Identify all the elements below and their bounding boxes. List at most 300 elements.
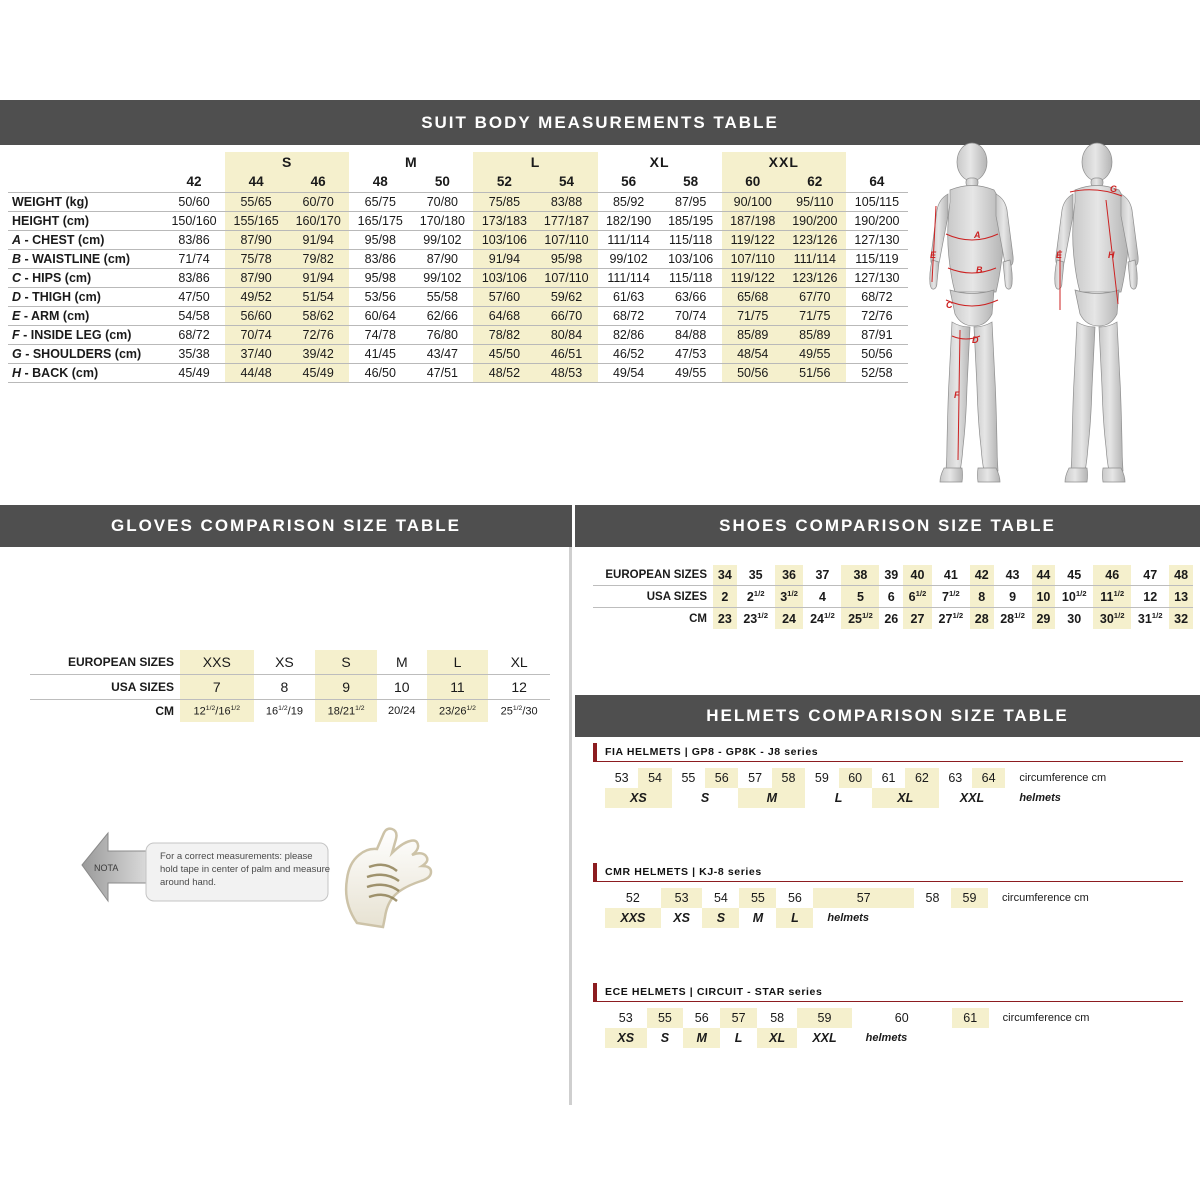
helmet-size-cell: XS	[605, 788, 672, 808]
table-row	[605, 768, 1165, 788]
suit-cell: 155/165	[225, 212, 287, 231]
suit-cell: 80/84	[535, 326, 597, 345]
shoes-section-title: SHOES COMPARISON SIZE TABLE	[575, 505, 1200, 547]
suit-row-label: C - HIPS (cm)	[8, 269, 163, 288]
shoes-cell: $23^{1/2}$	[743, 611, 769, 627]
gloves-row-label: EUROPEAN SIZES	[30, 650, 180, 675]
suit-cell: 99/102	[598, 250, 660, 269]
suit-cell: 95/98	[535, 250, 597, 269]
suit-cell: 50/56	[722, 364, 784, 383]
table-row	[8, 345, 908, 364]
gloves-cell: $16^{1/2}/19$	[265, 704, 303, 718]
suit-size-header: 64	[846, 172, 908, 193]
suit-cell: 150/160	[163, 212, 225, 231]
suit-cell: 84/88	[660, 326, 722, 345]
suit-cell: 187/198	[722, 212, 784, 231]
shoes-cell: 8	[970, 586, 994, 608]
suit-cell: 71/75	[784, 307, 846, 326]
suit-size-header: 42	[163, 172, 225, 193]
helmet-circumference-note: circumference cm	[1001, 892, 1089, 904]
suit-cell: 91/94	[287, 231, 349, 250]
shoes-cell: $2^{1/2}$	[737, 586, 775, 608]
table-row	[593, 565, 1193, 586]
suit-cell: 48/53	[535, 364, 597, 383]
suit-size-header: 56	[598, 172, 660, 193]
suit-row-label: D - THIGH (cm)	[8, 288, 163, 307]
helmet-circumference-cell: 59	[951, 888, 988, 908]
suit-cell: 68/72	[846, 288, 908, 307]
table-row	[593, 608, 1193, 630]
shoes-cell: 12	[1131, 586, 1169, 608]
shoes-cell: 5	[841, 586, 879, 608]
shoes-cell: 28	[970, 608, 994, 630]
suit-cell: 83/88	[535, 193, 597, 212]
suit-cell: 63/66	[660, 288, 722, 307]
shoes-cell: 45	[1055, 565, 1093, 586]
helmet-size-cell: XS	[605, 1028, 647, 1048]
shoes-cell: 46	[1093, 565, 1131, 586]
suit-cell: 37/40	[225, 345, 287, 364]
suit-cell: 91/94	[287, 269, 349, 288]
svg-text:G: G	[1110, 184, 1118, 194]
suit-cell: 107/110	[535, 269, 597, 288]
suit-cell: 90/100	[722, 193, 784, 212]
table-row	[8, 326, 908, 345]
suit-cell: 49/55	[660, 364, 722, 383]
suit-size-header: 52	[473, 172, 535, 193]
suit-cell: 50/60	[163, 193, 225, 212]
shoes-cell: 30	[1067, 611, 1082, 626]
helmet-circumference-cell: 63	[948, 771, 963, 785]
suit-cell: 78/82	[473, 326, 535, 345]
suit-cell: 85/92	[598, 193, 660, 212]
suit-cell: 48/54	[722, 345, 784, 364]
suit-cell: 165/175	[349, 212, 411, 231]
shoes-row-label: USA SIZES	[593, 586, 713, 608]
helmet-size-cell: XL	[757, 1028, 797, 1048]
suit-cell: 66/70	[535, 307, 597, 326]
suit-cell: 119/122	[722, 231, 784, 250]
suit-cell: 99/102	[411, 231, 473, 250]
helmet-circumference-cell: 52	[625, 891, 640, 905]
gloves-cell: L	[427, 650, 489, 675]
shoes-cell: 41	[932, 565, 970, 586]
suit-cell: 72/76	[287, 326, 349, 345]
table-row	[8, 212, 908, 231]
suit-group-header: XXL	[722, 152, 846, 172]
suit-section-title: SUIT BODY MEASUREMENTS TABLE	[0, 100, 1200, 145]
helmet-circumference-cell: 59	[814, 771, 829, 785]
gloves-cell: XS	[254, 650, 316, 675]
suit-cell: 68/72	[598, 307, 660, 326]
helmet-circumference-cell: 57	[720, 1008, 757, 1028]
suit-cell: 46/52	[598, 345, 660, 364]
svg-text:H: H	[1108, 250, 1115, 260]
suit-group-header: S	[225, 152, 349, 172]
suit-row-label: E - ARM (cm)	[8, 307, 163, 326]
svg-text:A: A	[974, 230, 981, 240]
suit-size-header: 48	[349, 172, 411, 193]
shoes-cell: $27^{1/2}$	[938, 611, 964, 627]
suit-cell: 46/51	[535, 345, 597, 364]
helmet-block	[593, 743, 1183, 808]
suit-size-header: 46	[287, 172, 349, 193]
table-row	[8, 193, 908, 212]
gloves-cell: XL	[488, 650, 550, 675]
gloves-section	[0, 505, 572, 1105]
shoes-cell: $7^{1/2}$	[932, 586, 970, 608]
gloves-cell: S	[315, 650, 377, 675]
gloves-row-label: USA SIZES	[30, 675, 180, 700]
helmet-circumference-cell: 54	[638, 768, 671, 788]
suit-cell: 111/114	[784, 250, 846, 269]
suit-cell: 45/49	[163, 364, 225, 383]
suit-cell: 61/63	[598, 288, 660, 307]
suit-cell: 83/86	[163, 269, 225, 288]
suit-cell: 70/80	[411, 193, 473, 212]
shoes-cell: $25^{1/2}$	[841, 608, 879, 630]
table-row	[8, 269, 908, 288]
helmet-circumference-cell: 56	[705, 768, 738, 788]
svg-text:E: E	[1056, 250, 1063, 260]
helmet-size-table	[605, 768, 1165, 808]
suit-row-label: WEIGHT (kg)	[8, 193, 163, 212]
suit-cell: 71/74	[163, 250, 225, 269]
suit-cell: 160/170	[287, 212, 349, 231]
shoes-cell: 9	[994, 586, 1032, 608]
shoes-cell: $11^{1/2}$	[1093, 586, 1131, 608]
suit-cell: 35/38	[163, 345, 225, 364]
gloves-cell: XXS	[180, 650, 254, 675]
suit-size-header: 44	[225, 172, 287, 193]
helmet-circumference-cell: 55	[739, 888, 776, 908]
helmet-size-cell: M	[683, 1028, 720, 1048]
suit-cell: 95/98	[349, 231, 411, 250]
suit-cell: 60/64	[349, 307, 411, 326]
helmet-size-cell: M	[752, 911, 764, 925]
shoes-cell: 29	[1032, 608, 1056, 630]
shoes-cell: 24	[775, 608, 804, 630]
gloves-row-label: CM	[155, 704, 174, 718]
helmet-circumference-cell: 55	[647, 1008, 684, 1028]
suit-cell: 103/106	[660, 250, 722, 269]
gloves-cell: M	[377, 650, 427, 675]
suit-cell: 85/89	[722, 326, 784, 345]
suit-cell: 87/90	[225, 231, 287, 250]
helmet-size-cell: XS	[673, 911, 690, 925]
gloves-cell: 10	[377, 675, 427, 700]
suit-row-label: B - WAISTLINE (cm)	[8, 250, 163, 269]
gloves-cell: 11	[427, 675, 489, 700]
suit-cell: 190/200	[784, 212, 846, 231]
suit-cell: 75/78	[225, 250, 287, 269]
suit-cell: 57/60	[473, 288, 535, 307]
gloves-cell: $18/21^{1/2}$	[315, 700, 377, 723]
shoes-cell: $24^{1/2}$	[810, 611, 835, 627]
suit-cell: 55/65	[225, 193, 287, 212]
helmet-circumference-cell: 58	[772, 768, 805, 788]
suit-row-label: F - INSIDE LEG (cm)	[8, 326, 163, 345]
helmet-circumference-cell: 61	[952, 1008, 989, 1028]
table-row	[8, 231, 908, 250]
table-row	[8, 364, 908, 383]
suit-cell: 51/54	[287, 288, 349, 307]
suit-cell: 185/195	[660, 212, 722, 231]
shoes-cell: 27	[903, 608, 932, 630]
helmet-circumference-cell: 53	[661, 888, 703, 908]
gloves-cell: $23/26^{1/2}$	[427, 700, 489, 723]
suit-cell: 111/114	[598, 231, 660, 250]
suit-cell: 50/56	[846, 345, 908, 364]
helmet-size-note: helmets	[1019, 792, 1061, 804]
suit-cell: 127/130	[846, 231, 908, 250]
suit-cell: 39/42	[287, 345, 349, 364]
table-row	[30, 650, 550, 675]
helmet-circumference-cell: 57	[813, 888, 914, 908]
helmet-size-cell: S	[660, 1031, 670, 1045]
gloves-cell: $25^{1/2}/30$	[500, 704, 538, 718]
suit-row-label: H - BACK (cm)	[8, 364, 163, 383]
nota-badge-label: NOTA	[94, 863, 119, 873]
helmet-block-subtitle: CMR HELMETS | KJ-8 series	[593, 863, 1183, 882]
shoes-cell: 32	[1169, 608, 1193, 630]
helmet-size-cell: L	[834, 791, 843, 805]
suit-cell: 48/52	[473, 364, 535, 383]
gloves-cell: 12	[488, 675, 550, 700]
shoes-cell: 13	[1169, 586, 1193, 608]
suit-size-header-row	[8, 172, 908, 193]
table-row	[30, 700, 550, 723]
helmet-size-note: helmets	[827, 912, 869, 924]
table-row	[605, 1028, 1165, 1048]
shoes-cell: $3^{1/2}$	[775, 586, 804, 608]
suit-cell: 46/50	[349, 364, 411, 383]
helmet-size-cell: S	[702, 908, 739, 928]
helmet-circumference-cell: 58	[770, 1011, 785, 1025]
suit-size-header: 50	[411, 172, 473, 193]
helmet-block-subtitle: FIA HELMETS | GP8 - GP8K - J8 series	[593, 743, 1183, 762]
suit-cell: 53/56	[349, 288, 411, 307]
suit-cell: 62/66	[411, 307, 473, 326]
helmet-size-cell: XXL	[959, 791, 985, 805]
suit-section	[0, 100, 1200, 495]
gloves-size-table	[30, 650, 550, 722]
suit-cell: 71/75	[722, 307, 784, 326]
suit-cell: 87/90	[225, 269, 287, 288]
helmet-circumference-cell: 61	[881, 771, 896, 785]
suit-size-header: 62	[784, 172, 846, 193]
gloves-cell: 20/24	[388, 705, 416, 717]
helmet-block-subtitle: ECE HELMETS | CIRCUIT - STAR series	[593, 983, 1183, 1002]
helmet-circumference-cell: 59	[797, 1008, 851, 1028]
table-row	[8, 288, 908, 307]
gloves-section-title: GLOVES COMPARISON SIZE TABLE	[0, 505, 572, 547]
suit-cell: 115/118	[660, 231, 722, 250]
shoes-size-table	[593, 565, 1193, 629]
suit-cell: 107/110	[722, 250, 784, 269]
suit-cell: 87/91	[846, 326, 908, 345]
helmet-size-table	[605, 888, 1165, 928]
helmet-block	[593, 863, 1183, 928]
helmet-circumference-cell: 64	[972, 768, 1005, 788]
suit-cell: 70/74	[660, 307, 722, 326]
suit-cell: 103/106	[473, 231, 535, 250]
svg-text:F: F	[954, 390, 960, 400]
suit-cell: 60/70	[287, 193, 349, 212]
suit-cell: 115/119	[846, 250, 908, 269]
suit-cell: 70/74	[225, 326, 287, 345]
shoes-cell: 47	[1131, 565, 1169, 586]
svg-text:B: B	[976, 265, 983, 275]
helmet-circumference-cell: 62	[905, 768, 938, 788]
helmet-circumference-cell: 53	[614, 771, 629, 785]
helmet-size-cell: XXS	[605, 908, 661, 928]
suit-cell: 47/51	[411, 364, 473, 383]
helmet-circumference-cell: 55	[681, 771, 696, 785]
suit-cell: 82/86	[598, 326, 660, 345]
helmet-circumference-cell: 56	[694, 1011, 709, 1025]
shoes-cell: 4	[803, 586, 841, 608]
helmet-circumference-cell: 60	[839, 768, 872, 788]
suit-cell: 105/115	[846, 193, 908, 212]
shoes-row-label: CM	[689, 612, 707, 625]
suit-cell: 170/180	[411, 212, 473, 231]
gloves-note	[80, 825, 500, 915]
gloves-cell: $12^{1/2}/16^{1/2}$	[180, 700, 254, 723]
table-row	[605, 888, 1165, 908]
helmet-circumference-cell: 56	[787, 891, 802, 905]
body-figures-illustration	[910, 140, 1200, 500]
suit-size-header: 54	[535, 172, 597, 193]
suit-cell: 99/102	[411, 269, 473, 288]
suit-group-header: XL	[649, 154, 670, 170]
shoes-row-label: EUROPEAN SIZES	[593, 565, 713, 586]
shoes-cell: 40	[903, 565, 932, 586]
gloves-cell: 7	[180, 675, 254, 700]
suit-group-header: M	[404, 154, 418, 170]
helmet-circumference-cell: 57	[748, 771, 763, 785]
suit-cell: 49/52	[225, 288, 287, 307]
suit-cell: 107/110	[535, 231, 597, 250]
helmet-circumference-cell: 54	[713, 891, 728, 905]
suit-cell: 74/78	[349, 326, 411, 345]
suit-cell: 76/80	[411, 326, 473, 345]
shoes-cell: 35	[737, 565, 775, 586]
shoes-cell: 6	[879, 586, 903, 608]
suit-cell: 52/58	[846, 364, 908, 383]
suit-cell: 65/75	[349, 193, 411, 212]
suit-cell: 49/54	[598, 364, 660, 383]
shoes-cell: 36	[775, 565, 804, 586]
suit-cell: 43/47	[411, 345, 473, 364]
shoes-cell: 37	[803, 565, 841, 586]
helmet-circumference-cell: 58	[925, 891, 940, 905]
gloves-cell: 9	[315, 675, 377, 700]
shoes-cell: $30^{1/2}$	[1093, 608, 1131, 630]
suit-cell: 51/56	[784, 364, 846, 383]
suit-cell: 85/89	[784, 326, 846, 345]
svg-text:C: C	[946, 300, 953, 310]
table-row	[8, 250, 908, 269]
suit-cell: 127/130	[846, 269, 908, 288]
shoes-cell: 38	[841, 565, 879, 586]
suit-size-header: 60	[722, 172, 784, 193]
helmets-section	[575, 695, 1200, 1105]
helmet-size-cell: S	[700, 791, 710, 805]
suit-cell: 79/82	[287, 250, 349, 269]
suit-cell: 45/50	[473, 345, 535, 364]
suit-cell: 68/72	[163, 326, 225, 345]
suit-cell: 123/126	[784, 269, 846, 288]
suit-cell: 83/86	[349, 250, 411, 269]
shoes-cell: 39	[879, 565, 903, 586]
suit-row-label: HEIGHT (cm)	[8, 212, 163, 231]
suit-cell: 67/70	[784, 288, 846, 307]
suit-cell: 55/58	[411, 288, 473, 307]
suit-row-label: A - CHEST (cm)	[8, 231, 163, 250]
table-row	[605, 908, 1165, 928]
nota-text: For a correct measurements: please hold tape in center of palm and measure around hand.	[160, 851, 331, 888]
suit-cell: 95/110	[784, 193, 846, 212]
table-row	[605, 788, 1165, 808]
suit-cell: 44/48	[225, 364, 287, 383]
helmet-circumference-note: circumference cm	[1019, 772, 1107, 784]
gloves-cell: 8	[254, 675, 316, 700]
shoes-cell: $31^{1/2}$	[1137, 611, 1163, 627]
suit-cell: 75/85	[473, 193, 535, 212]
suit-cell: 47/50	[163, 288, 225, 307]
shoes-cell: 43	[994, 565, 1032, 586]
suit-cell: 64/68	[473, 307, 535, 326]
suit-cell: 87/95	[660, 193, 722, 212]
table-row	[8, 307, 908, 326]
suit-group-header: L	[473, 152, 597, 172]
suit-cell: 47/53	[660, 345, 722, 364]
helmet-size-cell: L	[776, 908, 813, 928]
shoes-cell: $6^{1/2}$	[903, 586, 932, 608]
suit-size-header: 58	[660, 172, 722, 193]
suit-cell: 182/190	[598, 212, 660, 231]
suit-cell: 56/60	[225, 307, 287, 326]
suit-cell: 190/200	[846, 212, 908, 231]
helmet-circumference-note: circumference cm	[1002, 1012, 1090, 1024]
suit-cell: 58/62	[287, 307, 349, 326]
suit-cell: 115/118	[660, 269, 722, 288]
suit-cell: 83/86	[163, 231, 225, 250]
suit-cell: 59/62	[535, 288, 597, 307]
helmet-size-note: helmets	[865, 1032, 908, 1044]
helmets-section-title: HELMETS COMPARISON SIZE TABLE	[575, 695, 1200, 737]
helmet-circumference-cell: 53	[618, 1011, 633, 1025]
suit-cell: 123/126	[784, 231, 846, 250]
shoes-cell: 34	[713, 565, 737, 586]
table-row	[605, 1008, 1165, 1028]
helmet-circumference-cell: 60	[894, 1011, 909, 1025]
suit-cell: 91/94	[473, 250, 535, 269]
shoes-cell: 26	[884, 611, 899, 626]
shoes-cell: 23	[713, 608, 737, 630]
suit-cell: 177/187	[535, 212, 597, 231]
helmet-size-cell: M	[738, 788, 805, 808]
suit-cell: 119/122	[722, 269, 784, 288]
shoes-cell: 48	[1169, 565, 1193, 586]
svg-text:E: E	[930, 250, 937, 260]
suit-cell: 95/98	[349, 269, 411, 288]
helmet-size-cell: XXL	[812, 1031, 837, 1045]
shoes-cell: 2	[713, 586, 737, 608]
suit-cell: 111/114	[598, 269, 660, 288]
helmet-size-cell: XL	[872, 788, 939, 808]
